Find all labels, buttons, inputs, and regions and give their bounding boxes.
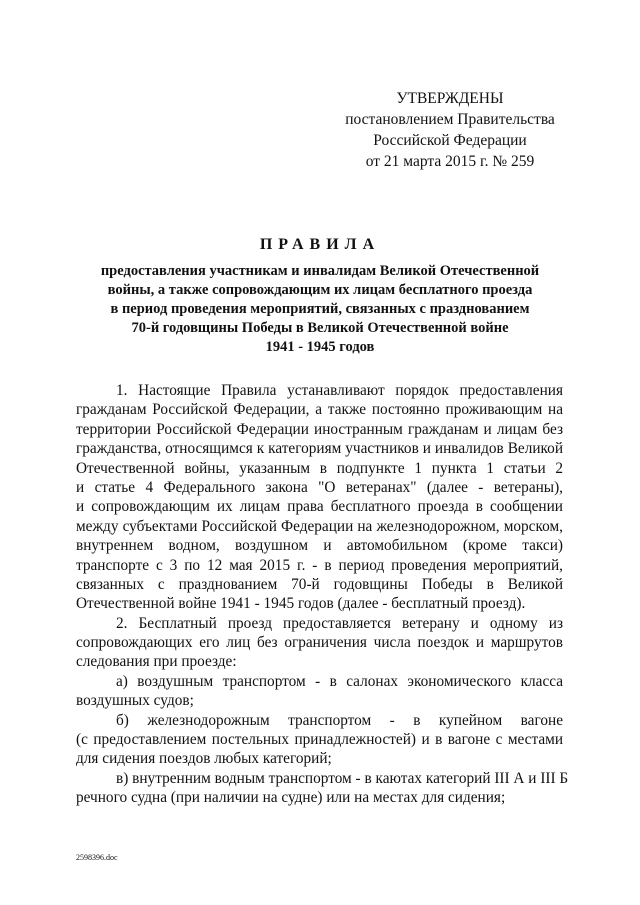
paragraph-1-line: гражданства, относящимся к категориям участников и инвалидов Великой [76, 440, 563, 458]
item-v-line: в) внутренним водным транспортом - в каютах категорий III А и III Б [116, 769, 569, 787]
approval-stamp [340, 88, 560, 172]
paragraph-1-line: связанных с празднованием 70-й годовщины Победы в Великой [76, 575, 563, 593]
paragraph-1-line: и статье 4 Федерального закона "О ветеранах" (далее - ветераны), [76, 478, 563, 496]
item-a-line: воздушных судов; [76, 692, 194, 710]
document-subtitle [70, 262, 570, 357]
item-b-line: (с предоставлением постельных принадлежностей) и в вагоне с местами [76, 731, 563, 749]
item-v-line: речного судна (при наличии на судне) или на местах для сидения; [76, 789, 506, 807]
document-body [76, 381, 569, 808]
paragraph-1-line: внутреннем водном, воздушном и автомобильном (кроме такси) [76, 537, 563, 555]
item-b-line: б) железнодорожным транспортом - в купейном вагоне [116, 711, 563, 729]
subtitle-line: в период проведения мероприятий, связанных с празднованием [110, 301, 530, 317]
subtitle-line: 70-й годовщины Победы в Великой Отечественной войне [131, 320, 509, 336]
item-b-line: для сидения поездов любых категорий; [76, 750, 332, 768]
subtitle-line: предоставления участникам и инвалидам Великой Отечественной [100, 263, 540, 279]
approval-heading: УТВЕРЖДЕНЫ [396, 90, 504, 107]
paragraph-2-line: следования при проезде: [76, 653, 237, 671]
paragraph-1-line: между субъектами Российской Федерации на железнодорожном, морском, [76, 517, 563, 535]
paragraph-1-line: гражданам Российской Федерации, а также постоянно проживающим на [76, 401, 563, 419]
approval-line-federation: Российской Федерации [373, 132, 527, 149]
approval-line-resolution: постановлением Правительства [345, 111, 555, 128]
approval-line-date: от 21 марта 2015 г. № 259 [365, 153, 535, 170]
paragraph-1-line: территории Российской Федерации иностранным гражданам и лицам без [76, 420, 563, 438]
document-filename: 2598396.doc [76, 853, 118, 862]
paragraph-1-line: и сопровождающим их лицам права бесплатного проезда в сообщении [76, 498, 563, 516]
paragraph-2-line: 2. Бесплатный проезд предоставляется ветерану и одному из [116, 614, 563, 632]
paragraph-1-line: транспорте с 3 по 12 мая 2015 г. - в период проведения мероприятий, [76, 556, 563, 574]
paragraph-1-line: Отечественной войны, указанным в подпункте 1 пункта 1 статьи 2 [76, 459, 563, 477]
subtitle-line: 1941 - 1945 годов [265, 339, 375, 355]
document-title: ПРАВИЛА [259, 236, 381, 253]
paragraph-1-line: Отечественной войне 1941 - 1945 годов (далее - бесплатный проезд). [76, 595, 526, 613]
paragraph-1-line: 1. Настоящие Правила устанавливают порядок предоставления [116, 382, 563, 399]
subtitle-line: войны, а также сопровождающим их лицам бесплатного проезда [107, 282, 533, 298]
paragraph-2-line: сопровождающих его лиц без ограничения числа поездок и маршрутов [76, 634, 563, 652]
item-a-line: а) воздушным транспортом - в салонах экономического класса [116, 672, 563, 690]
